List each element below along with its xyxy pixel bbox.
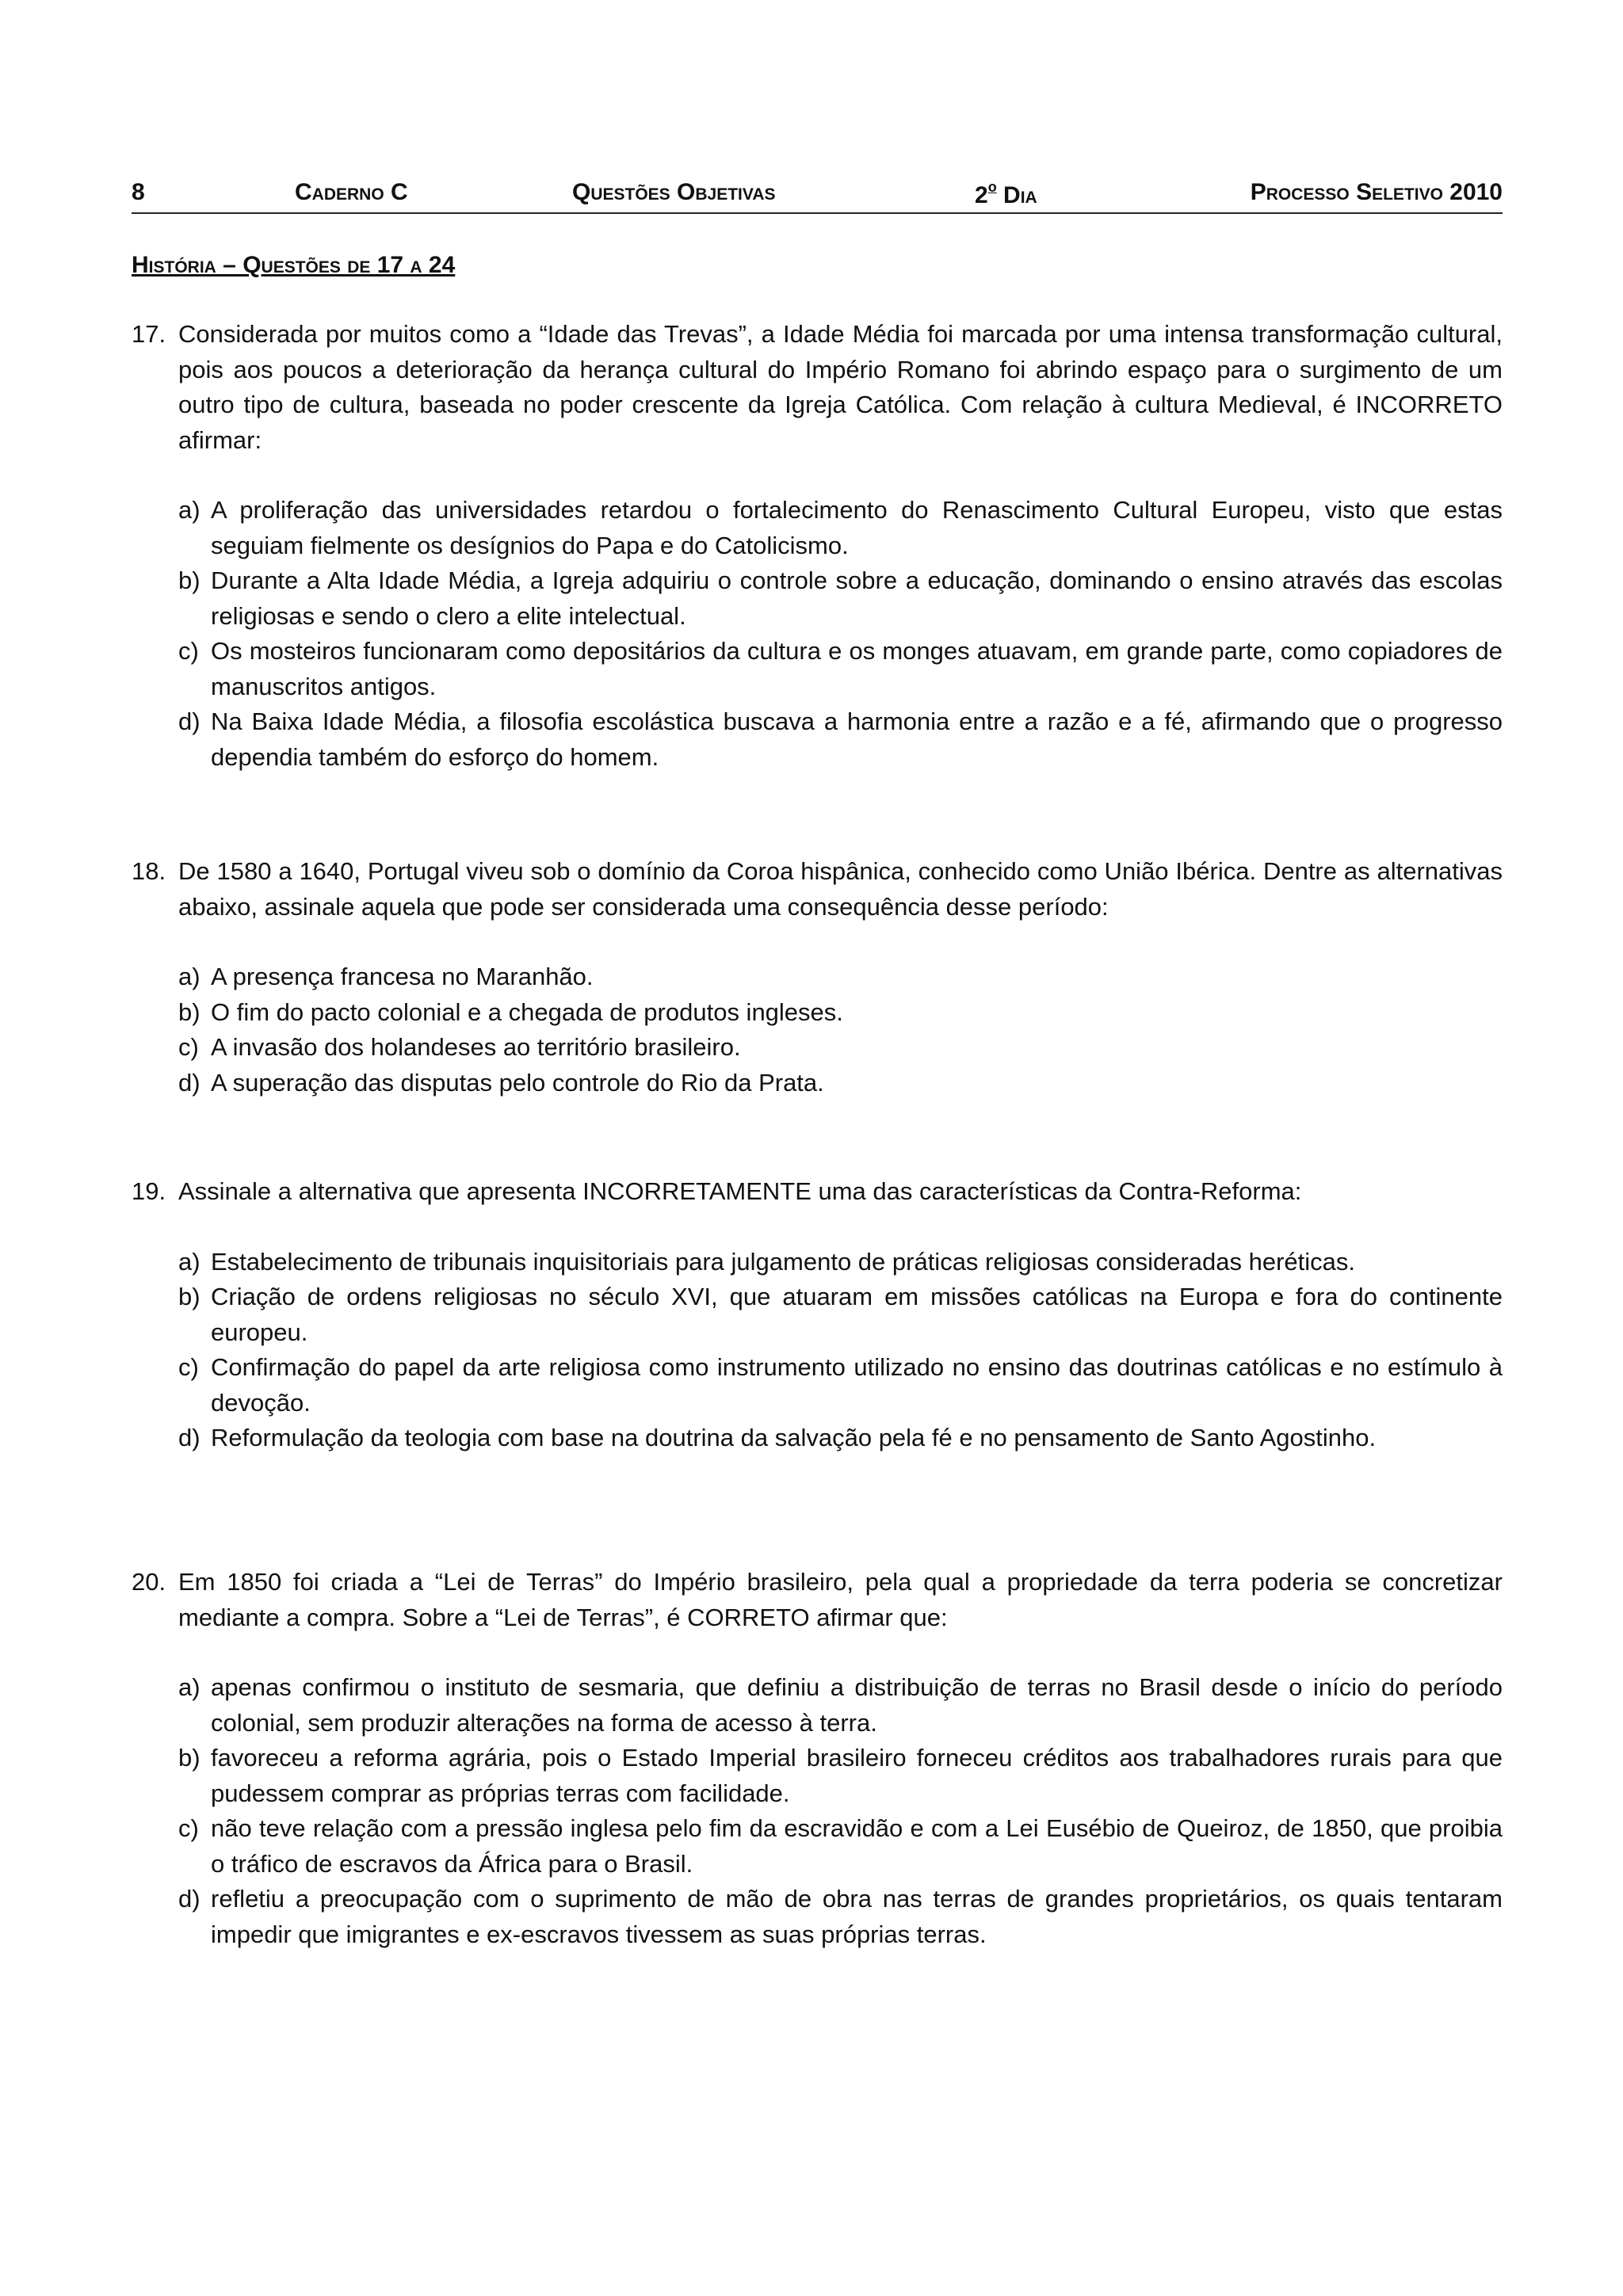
option-text: Confirmação do papel da arte religiosa como instrumento utilizado no ensino das doutrinas católicas e no estímulo à devoção. <box>211 1353 1503 1417</box>
page-header <box>132 176 1503 214</box>
option-b <box>178 563 1503 634</box>
question-19 <box>132 1174 1503 1456</box>
option-letter: b) <box>178 1744 200 1772</box>
option-text: A invasão dos holandeses ao território brasileiro. <box>211 1033 741 1061</box>
option-text: Reformulação da teologia com base na doutrina da salvação pela fé e no pensamento de Santo Agostinho. <box>211 1424 1377 1451</box>
option-text: Criação de ordens religiosas no século XVI, que atuaram em missões católicas na Europa e fora do continente europeu. <box>211 1283 1503 1346</box>
option-c <box>178 1350 1503 1421</box>
option-letter: c) <box>178 1814 199 1842</box>
option-letter: b) <box>178 1283 200 1310</box>
option-text: Na Baixa Idade Média, a filosofia escolástica buscava a harmonia entre a razão e a fé, afirmando que o progresso dependia também do esforço do homem. <box>211 707 1503 771</box>
option-d <box>178 1066 1503 1101</box>
option-letter: d) <box>178 1068 200 1097</box>
option-b <box>178 1280 1503 1350</box>
option-text: A superação das disputas pelo controle do Rio da Prata. <box>211 1068 824 1097</box>
option-text: O fim do pacto colonial e a chegada de produtos ingleses. <box>211 997 843 1026</box>
option-text: Durante a Alta Idade Média, a Igreja adquiriu o controle sobre a educação, dominando o ensino através das escolas religiosas e sendo o clero a elite intelectual. <box>211 566 1503 630</box>
option-letter: a) <box>178 1673 200 1701</box>
dia-label <box>975 179 1037 209</box>
question-text: De 1580 a 1640, Portugal viveu sob o domínio da Coroa hispânica, conhecido como União Ibérica. Dentre as alternativas abaixo, assinale aquela que pode ser considerada uma consequência desse período: <box>178 857 1503 921</box>
option-letter: d) <box>178 1885 200 1913</box>
question-stem <box>132 854 1503 925</box>
option-a <box>178 959 1503 995</box>
caderno-label: Caderno C <box>295 179 408 205</box>
option-letter: b) <box>178 566 200 594</box>
question-number: 18. <box>132 857 166 885</box>
option-letter: a) <box>178 1247 200 1276</box>
option-letter: c) <box>178 1353 199 1381</box>
option-a <box>178 1670 1503 1741</box>
option-letter: b) <box>178 997 200 1026</box>
option-d <box>178 1421 1503 1456</box>
question-text: Em 1850 foi criada a “Lei de Terras” do Império brasileiro, pela qual a propriedade da terra poderia se concretizar mediante a compra. Sobre a “Lei de Terras”, é CORRETO afirmar que: <box>178 1568 1503 1631</box>
question-number: 20. <box>132 1568 166 1596</box>
option-text: apenas confirmou o instituto de sesmaria, que definiu a distribuição de terras no Brasil desde o início do período colonial, sem produzir alterações na forma de acesso à terra. <box>211 1673 1503 1737</box>
option-letter: c) <box>178 637 199 665</box>
question-17 <box>132 317 1503 775</box>
option-letter: a) <box>178 496 200 524</box>
options-list <box>132 1245 1503 1456</box>
question-stem <box>132 1565 1503 1635</box>
option-letter: a) <box>178 963 200 990</box>
question-number: 19. <box>132 1177 166 1205</box>
option-text: refletiu a preocupação com o suprimento de mão de obra nas terras de grandes proprietários, os quais tentaram impedir que imigrantes e ex-escravos tivessem as suas próprias terras. <box>211 1885 1503 1948</box>
option-letter: d) <box>178 1424 200 1451</box>
questoes-label: Questões Objetivas <box>572 179 776 205</box>
option-b <box>178 1741 1503 1811</box>
option-a <box>178 1245 1503 1280</box>
option-text: A presença francesa no Maranhão. <box>211 963 594 990</box>
question-text: Assinale a alternativa que apresenta INCORRETAMENTE uma das características da Contra-Reforma: <box>178 1177 1302 1205</box>
options-list <box>132 1670 1503 1952</box>
option-text: A proliferação das universidades retardou o fortalecimento do Renascimento Cultural Europeu, visto que estas seguiam fielmente os desígnios do Papa e do Catolicismo. <box>211 496 1503 559</box>
question-text: Considerada por muitos como a “Idade das Trevas”, a Idade Média foi marcada por uma intensa transformação cultural, pois aos poucos a deterioração da herança cultural do Império Romano foi abrindo espaço para o surgimento de um outro tipo de cultura, baseada no poder crescente da Igreja Católica. Com relação à cultura Medieval, é INCORRETO afirmar: <box>178 320 1503 454</box>
option-c <box>178 634 1503 704</box>
processo-label: Processo Seletivo 2010 <box>1250 179 1503 205</box>
option-text: favoreceu a reforma agrária, pois o Estado Imperial brasileiro forneceu créditos aos trabalhadores rurais para que pudessem comprar as próprias terras com facilidade. <box>211 1744 1503 1807</box>
question-20 <box>132 1565 1503 1952</box>
option-text: Os mosteiros funcionaram como depositários da cultura e os monges atuavam, em grande parte, como copiadores de manuscritos antigos. <box>211 637 1503 700</box>
page-number: 8 <box>132 179 145 205</box>
section-title: História – Questões de 17 a 24 <box>132 252 456 278</box>
dia-superscript: o <box>987 179 997 195</box>
option-text: não teve relação com a pressão inglesa pelo fim da escravidão e com a Lei Eusébio de Queiroz, de 1850, que proibia o tráfico de escravos da África para o Brasil. <box>211 1814 1503 1878</box>
question-number: 17. <box>132 320 166 348</box>
option-letter: c) <box>178 1033 199 1061</box>
options-list <box>132 959 1503 1100</box>
dia-text: Dia <box>996 182 1037 208</box>
option-b <box>178 995 1503 1031</box>
question-stem <box>132 1174 1503 1210</box>
option-c <box>178 1811 1503 1882</box>
option-letter: d) <box>178 707 200 735</box>
option-d <box>178 1882 1503 1952</box>
option-a <box>178 493 1503 563</box>
options-list <box>132 493 1503 775</box>
option-c <box>178 1030 1503 1066</box>
dia-number: 2 <box>975 182 988 208</box>
question-18 <box>132 854 1503 1100</box>
option-text: Estabelecimento de tribunais inquisitoriais para julgamento de práticas religiosas consideradas heréticas. <box>211 1247 1356 1276</box>
option-d <box>178 704 1503 775</box>
question-stem <box>132 317 1503 458</box>
